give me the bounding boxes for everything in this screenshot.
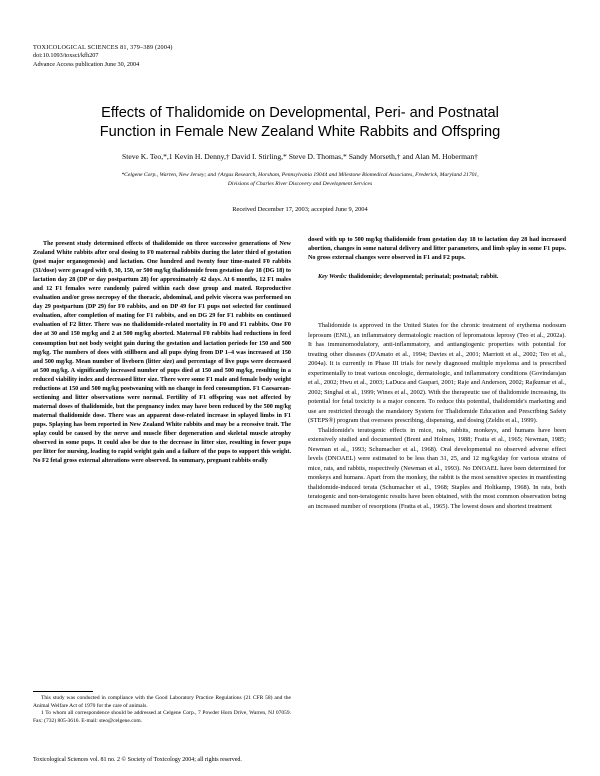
body-text <box>308 321 566 511</box>
received-dates: Received December 17, 2003; accepted June 9, 2004 <box>232 206 368 213</box>
doi[interactable]: doi:10.1093/toxsci/kfh207 <box>33 52 99 60</box>
affiliations <box>30 171 570 189</box>
running-header <box>33 44 173 69</box>
footnote-compliance: This study was conducted in compliance with the Good Laboratory Practice Regulations (21 CFR 58) and the Animal Welfare Act of 1970 for the care of animals. <box>33 695 291 709</box>
body-paragraph-1: Thalidomide is approved in the United States for the chronic treatment of erythema nodosum leprosum (ENL), an inflammatory dermatologic reaction of lepromatous leprosy (Teo et al., 2002a). It has immunomodulatory, anti-inflammatory, and antiangiogenic properties with potential for treating other diseases (D'Amato et al., 1994; Davies et al., 2001; Marriott et al., 2002; Teo et al., 2004a). It is currently in Phase III trials for newly diagnosed multiple myeloma and is prescribed experimentally to treat various oncologic, dermatologic, and inflammatory conditions (Govindarajan et al., 2002; Hwu et al., 2003; LaDuca and Gaspari, 2001; Raje and Anderson, 2002; Rajkumar et al., 2002; Singhal et al., 1999; Wines et al., 2002). With the therapeutic use of thalidomide increasing, its potential for fetal toxicity is a major concern. To reduce this potential, thalidomide's marketing and use are restricted through the mandatory System for Thalidomide Education and Prescribing Safety (STEPS®) program that oversees prescribing, dispensing, and dosing (Zeldis et al., 1999). <box>308 322 566 424</box>
body-paragraph-2: Thalidomide's teratogenic effects in mice, rats, rabbits, monkeys, and humans have been extensively studied and documented (Brent and Holmes, 1988; Fratta et al., 1965; Newman, 1985; Newman et al., 1993; Schumacher et al., 1968). Oral developmental no observed adverse effect levels (DNOAEL) were estimated to be less than 31, 25, and 12 mg/kg/day for various strains of mice, rats, and rabbits, respectively (Newman et al., 1993). No DNOAEL have been determined for monkeys and humans. Apart from the monkey, the rabbit is the most sensitive species in manifesting thalidomide-induced terata (Schumacher et al., 1968; Staples and Holtkamp, 1968). In rats, both teratogenic and non-teratogenic results have been obtained, with the most common observation being an increased number of resorptions (Fratta et al., 1965). The lowest doses and shortest treatment <box>308 426 566 510</box>
footnotes <box>33 695 291 725</box>
title-line-1: Effects of Thalidomide on Developmental, Peri- and Postnatal <box>101 105 499 121</box>
page-footer: Toxicological Sciences vol. 81 no. 2 © Society of Toxicology 2004; all rights reserved. <box>33 757 242 763</box>
keywords-label: Key Words: <box>318 274 347 280</box>
article-title <box>30 104 570 142</box>
abstract-part-1: The present study determined effects of thalidomide on three successive generations of New Zealand White rabbits after oral dosing to F0 maternal rabbits during the later third of gestation (post major organogenesis) and lactation. One hundred and twenty four time-mated F0 rabbits (31/dose) were gavaged with 0, 30, 150, or 500 mg/kg thalidomide from gestation day 18 (DG 18) to lactation day 28 (DP or day postpartum 28) for approximately 42 days. At 6 months, 12 F1 males and 12 F1 females were randomly paired within each dose group and mated. Reproductive evaluation and/or gross necropsy of the thoracic, abdominal, and pelvic viscera was performed on day 29 postpartum (DP 29) for F0 rabbits, and on DP 49 for F1 pups not selected for continued evaluation, after completion of mating for F1 rabbits, and on DG 29 for F1 rabbits on continued evaluation of F2 litter. There was no thalidomide-related mortality in F0 and F1 rabbits. One F0 doe at 30 and 150 mg/kg and 2 at 500 mg/kg aborted. Maternal F0 rabbits had reductions in feed consumption but not body weight gain during the gestation and lactation periods for 150 and 500 mg/kg. The numbers of does with stillborn and all pups dying from DP 1–4 was increased at 150 and 500 mg/kg. Mean number of liveborn (litter size) and percentage of live pups were decreased at 500 mg/kg. A significantly increased number of pups died at 150 and 500 mg/kg, resulting in a reduced viability index and decreased litter size. There were some F1 male and female body weight reductions at 150 and 500 mg/kg postweaning with no change in feed consumption. F1 Caesarean-sectioning and litter observations were normal. Fertility of F1 offspring was not affected by maternal doses of thalidomide, but the pregnancy index may have been reduced by the 500 mg/kg maternal thalidomide dose. There was an apparent dose-related increase in splayed limbs in F1 pups. Splaying has been reported in New Zealand White rabbits and may be a recessive trait. The splay could be caused by the nerve and muscle fiber degeneration and skeletal muscle atrophy observed in some pups. It could also be due to the decrease in litter size, resulting in fewer pups per litter for nursing, leading to rapid weight gain and a failure of the pups to support this weight. No F2 fetal gross external alterations were observed. In summary, pregnant rabbits orally <box>33 241 291 465</box>
affiliation-line-2: Divisions of Charles River Discovery and Development Services <box>227 181 373 187</box>
keywords-list: thalidomide; developmental; perinatal; postnatal; rabbit. <box>346 274 499 280</box>
footnote-rule <box>33 691 93 692</box>
abstract-part-2: dosed with up to 500 mg/kg thalidomide from gestation day 18 to lactation day 28 had increased abortion, changes in some natural delivery and litter parameters, and limb splay in some F1 pups. No gross external changes were observed in F1 and F2 pups. <box>308 237 566 262</box>
title-line-2: Function in Female New Zealand White Rabbits and Offspring <box>99 124 501 140</box>
advance-access: Advance Access publication June 30, 2004 <box>33 60 140 68</box>
affiliation-line-1: *Celgene Corp., Warren, New Jersey; and †Argus Research, Horsham, Pennsylvania 19044 and Milestone Biomedical Associates, Frederick, Maryland 21701, <box>121 172 479 178</box>
journal-citation: TOXICOLOGICAL SCIENCES 81, 379–389 (2004) <box>33 44 173 51</box>
footnote-correspondence: 1 To whom all correspondence should be addressed at Celgene Corp., 7 Powder Horn Drive, Warren, NJ 07059. Fax: (732) 805-3616. E-mail: steo@celgene.com. <box>33 710 291 724</box>
keywords <box>308 273 566 282</box>
author-list: Steve K. Teo,*,1 Kevin H. Denny,† David I. Stirling,* Steve D. Thomas,* Sandy Morseth,† and Alan M. Hoberman† <box>122 152 478 161</box>
